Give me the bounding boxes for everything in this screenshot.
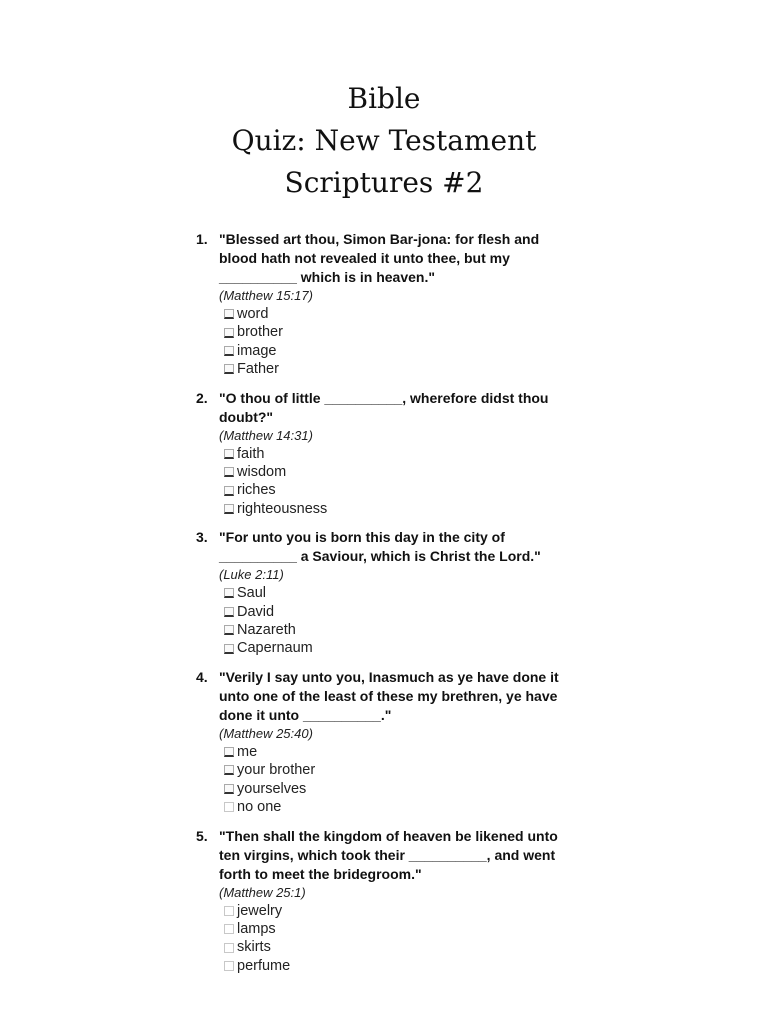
scripture-reference: (Luke 2:11) <box>219 567 284 583</box>
answer-option[interactable] <box>224 463 586 481</box>
question-text: "For unto you is born this day in the city of __________ a Saviour, which is Christ the Lord." <box>219 529 541 565</box>
checkbox-icon[interactable] <box>224 467 234 477</box>
answer-option[interactable] <box>224 798 586 816</box>
option-label: riches <box>237 482 276 499</box>
checkbox-icon[interactable] <box>224 607 234 617</box>
option-label: perfume <box>237 957 291 974</box>
answer-option[interactable] <box>224 305 586 323</box>
option-label: yourselves <box>237 780 307 797</box>
option-label: jewelry <box>237 902 283 919</box>
question-1 <box>196 230 586 379</box>
option-label: Nazareth <box>237 622 296 639</box>
option-label: your brother <box>237 762 316 779</box>
checkbox-icon[interactable] <box>224 364 234 374</box>
checkbox-icon[interactable] <box>224 906 234 916</box>
answer-option[interactable] <box>224 780 586 798</box>
answer-options <box>196 902 586 976</box>
checkbox-icon[interactable] <box>224 802 234 812</box>
question-number: 1. <box>196 231 208 247</box>
checkbox-icon[interactable] <box>224 943 234 953</box>
answer-option[interactable] <box>224 938 586 956</box>
question-3 <box>196 528 586 658</box>
question-number: 2. <box>196 389 208 406</box>
checkbox-icon[interactable] <box>224 588 234 598</box>
question-heading <box>196 528 586 566</box>
answer-options <box>196 584 586 658</box>
answer-option[interactable] <box>224 743 586 761</box>
checkbox-icon[interactable] <box>224 309 234 319</box>
checkbox-icon[interactable] <box>224 961 234 971</box>
option-label: skirts <box>237 939 271 956</box>
answer-option[interactable] <box>224 920 586 938</box>
checkbox-icon[interactable] <box>224 747 234 757</box>
question-heading <box>196 230 586 287</box>
option-label: no one <box>237 799 282 816</box>
question-heading <box>196 389 586 427</box>
page-title <box>0 78 768 204</box>
option-label: lamps <box>237 920 276 937</box>
answer-option[interactable] <box>224 603 586 621</box>
checkbox-icon[interactable] <box>224 784 234 794</box>
checkbox-icon[interactable] <box>224 765 234 775</box>
scripture-reference: (Matthew 14:31) <box>219 427 313 443</box>
option-label: David <box>237 603 275 620</box>
answer-option[interactable] <box>224 639 586 657</box>
answer-options <box>196 743 586 817</box>
option-label: Capernaum <box>237 640 313 657</box>
answer-option[interactable] <box>224 584 586 602</box>
question-number: 3. <box>196 529 208 546</box>
checkbox-icon[interactable] <box>224 328 234 338</box>
answer-options <box>196 305 586 379</box>
scripture-reference: (Matthew 15:17) <box>219 288 313 303</box>
question-number: 5. <box>196 827 208 844</box>
checkbox-icon[interactable] <box>224 644 234 654</box>
scripture-reference: (Matthew 25:1) <box>219 884 306 900</box>
answer-option[interactable] <box>224 342 586 360</box>
title-line-2: Quiz: New Testament <box>231 124 537 157</box>
option-label: word <box>237 306 269 322</box>
question-heading <box>196 827 586 884</box>
checkbox-icon[interactable] <box>224 346 234 356</box>
question-number: 4. <box>196 668 208 685</box>
checkbox-icon[interactable] <box>224 486 234 496</box>
question-text: "Blessed art thou, Simon Bar-jona: for flesh and blood hath not revealed it unto thee, but my __________ which is in heaven." <box>219 231 540 285</box>
checkbox-icon[interactable] <box>224 504 234 514</box>
option-label: Father <box>237 361 279 378</box>
option-label: wisdom <box>237 464 287 481</box>
question-heading <box>196 668 586 725</box>
option-label: faith <box>237 445 265 462</box>
answer-option[interactable] <box>224 902 586 920</box>
question-text: "Then shall the kingdom of heaven be likened unto ten virgins, which took their __________, and went forth to meet the bridegroom." <box>219 827 558 882</box>
answer-option[interactable] <box>224 360 586 378</box>
option-label: righteousness <box>237 500 328 517</box>
answer-option[interactable] <box>224 481 586 499</box>
option-label: image <box>237 342 277 359</box>
answer-option[interactable] <box>224 445 586 463</box>
answer-option[interactable] <box>224 323 586 341</box>
question-5 <box>196 827 586 976</box>
checkbox-icon[interactable] <box>224 449 234 459</box>
answer-option[interactable] <box>224 621 586 639</box>
question-text: "Verily I say unto you, Inasmuch as ye have done it unto one of the least of these my brethren, ye have done it unto __________." <box>219 668 559 723</box>
option-label: brother <box>237 324 283 341</box>
answer-option[interactable] <box>224 957 586 975</box>
answer-option[interactable] <box>224 761 586 779</box>
question-2 <box>196 389 586 519</box>
answer-option[interactable] <box>224 500 586 518</box>
title-line-3: Scriptures #2 <box>284 166 484 199</box>
answer-options <box>196 445 586 519</box>
quiz-list <box>196 230 586 985</box>
scripture-reference: (Matthew 25:40) <box>219 725 313 741</box>
option-label: Saul <box>237 585 267 602</box>
question-text: "O thou of little __________, wherefore didst thou doubt?" <box>219 389 549 425</box>
question-4 <box>196 668 586 817</box>
checkbox-icon[interactable] <box>224 625 234 635</box>
title-line-1: Bible <box>347 82 421 115</box>
checkbox-icon[interactable] <box>224 924 234 934</box>
option-label: me <box>237 743 258 760</box>
